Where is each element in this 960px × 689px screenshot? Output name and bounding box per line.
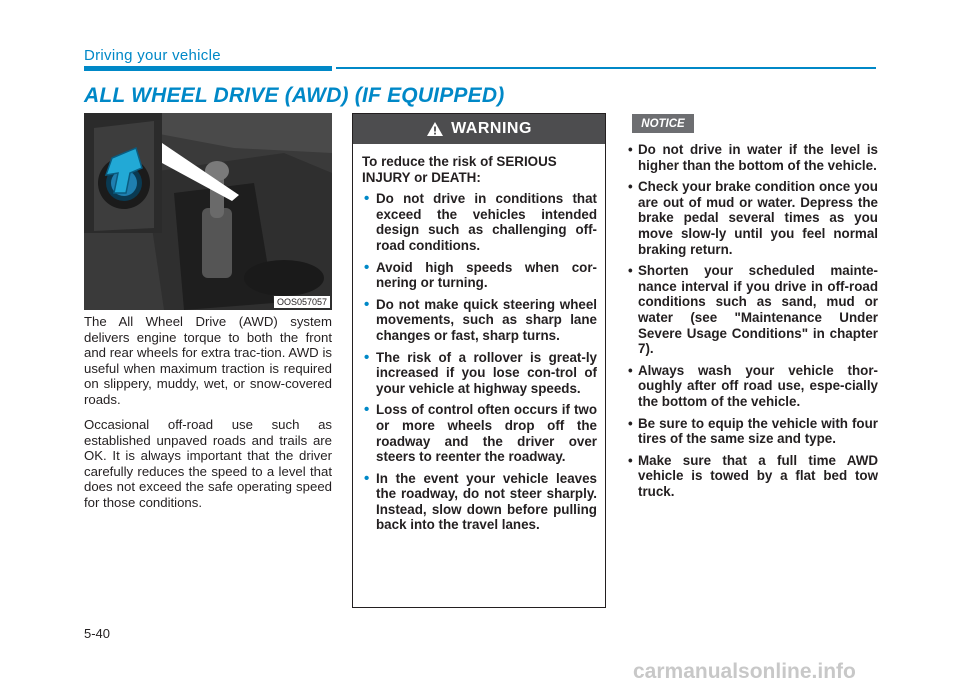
paragraph: The All Wheel Drive (AWD) system delivers engine torque to both the front and rear wheels for extra trac-tion. AWD is useful when maximum traction is required on slippery, muddy, wet, or snow-covered roads. <box>84 314 332 407</box>
awd-photo <box>84 113 332 310</box>
warning-item-text: The risk of a rollover is great-ly increased if you lose con-trol of your vehicle at highway speeds. <box>376 349 597 396</box>
section-rule-thin <box>336 67 876 69</box>
list-item <box>362 297 597 344</box>
notice-list <box>624 142 878 505</box>
notice-badge: NOTICE <box>632 114 694 133</box>
list-item <box>624 416 878 447</box>
notice-item-text: Check your brake condition once you are out of mud or water. Depress the brake pedal several times as you move slow-ly until you feel normal braking return. <box>638 179 878 257</box>
paragraph: Occasional off-road use such as established unpaved roads and trails are OK. It is always important that the driver carefully reduces the speed to a level that does not exceed the safe operating speed for those conditions. <box>84 417 332 510</box>
warning-title: WARNING <box>451 120 532 137</box>
bullet-icon: • <box>628 263 633 279</box>
notice-item-text: Do not drive in water if the level is higher than the bottom of the vehicle. <box>638 142 878 173</box>
bullet-icon: • <box>628 452 633 468</box>
warning-item-text: Do not make quick steering wheel movements, such as sharp lane changes or fast, sharp turns. <box>376 296 597 343</box>
bullet-icon: • <box>364 295 370 313</box>
warning-list <box>362 191 597 533</box>
section-title: Driving your vehicle <box>84 47 221 64</box>
bullet-icon: • <box>628 142 633 157</box>
list-item <box>362 350 597 397</box>
notice-item-text: Be sure to equip the vehicle with four tires of the same size and type. <box>638 415 878 447</box>
list-item <box>624 263 878 357</box>
body-text <box>84 314 332 520</box>
notice-item-text: Make sure that a full time AWD vehicle is towed by a flat bed tow truck. <box>638 452 878 499</box>
notice-item-text: Shorten your scheduled mainte-nance interval if you drive in off-road conditions such as sand, mud or water (see "Maintenance Under Severe Usage Conditions" in chapter 7). <box>638 263 878 357</box>
bullet-icon: • <box>364 258 370 276</box>
list-item <box>624 453 878 500</box>
warning-body <box>353 144 605 533</box>
warning-box <box>352 113 606 608</box>
bullet-icon: • <box>364 348 370 366</box>
bullet-icon: • <box>628 415 633 431</box>
bullet-icon: • <box>364 401 370 419</box>
bullet-icon: • <box>628 179 633 195</box>
page-heading: ALL WHEEL DRIVE (AWD) (IF EQUIPPED) <box>84 84 505 107</box>
list-item <box>624 179 878 257</box>
list-item <box>362 191 597 253</box>
notice-item-text: Always wash your vehicle thor-oughly after off road use, espe-cially the bottom of the vehicle. <box>638 362 878 409</box>
section-rule <box>84 66 332 71</box>
page-number: 5-40 <box>84 626 111 641</box>
list-item <box>362 471 597 533</box>
list-item <box>362 402 597 464</box>
bullet-icon: • <box>364 190 370 208</box>
watermark: carmanualsonline.info <box>633 660 856 683</box>
warning-header <box>353 114 605 144</box>
list-item <box>624 142 878 173</box>
bullet-icon: • <box>628 362 633 378</box>
warning-item-text: Avoid high speeds when cor-nering or turning. <box>376 259 597 291</box>
warning-item-text: In the event your vehicle leaves the roadway, do not steer sharply. Instead, slow down before pulling back into the travel lanes. <box>376 470 597 533</box>
warning-item-text: Do not drive in conditions that exceed the vehicles intended design such as challenging off-road conditions. <box>376 191 597 253</box>
bullet-icon: • <box>364 469 370 487</box>
list-item <box>624 363 878 410</box>
list-item <box>362 260 597 291</box>
warning-intro: To reduce the risk of SERIOUS INJURY or DEATH: <box>362 154 557 185</box>
figure-caption: OOS057057 <box>274 296 330 308</box>
warning-triangle-icon <box>426 121 444 137</box>
warning-item-text: Loss of control often occurs if two or more wheels drop off the roadway and the driver over steers to reenter the roadway. <box>376 402 597 465</box>
